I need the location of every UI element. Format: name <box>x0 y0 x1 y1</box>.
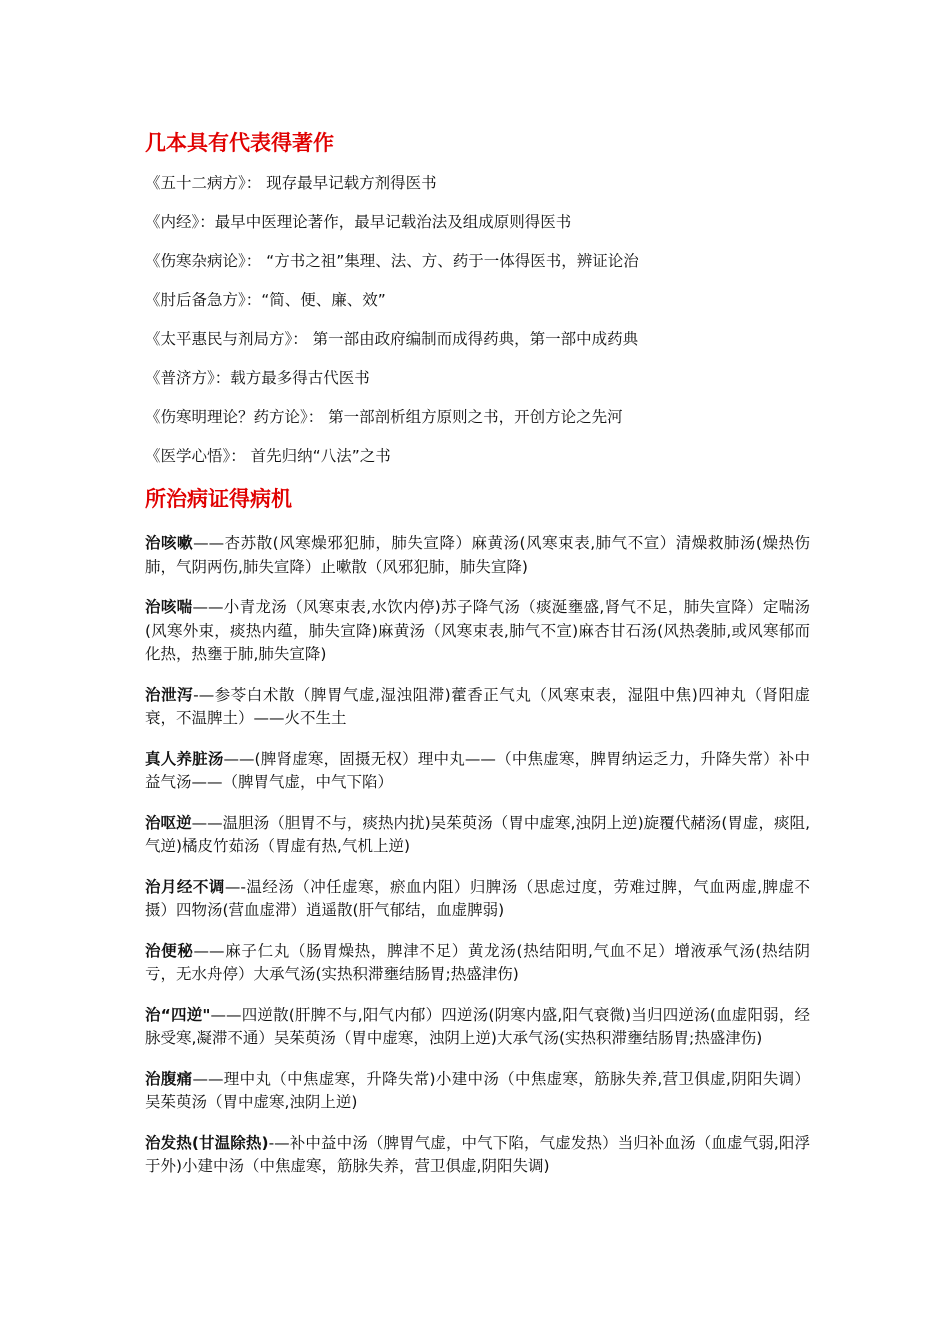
entry-four-reversals <box>145 1004 810 1051</box>
entry-text: ——(脾肾虚寒，固摄无权）理中丸——（中焦虚寒，脾胃纳运乏力，升降失常）补中益气汤——（脾胃气虚，中气下陷） <box>145 749 810 791</box>
entry-zhenren <box>145 748 810 795</box>
book-list <box>145 172 810 467</box>
entry-text: ——杏苏散(风寒燥邪犯肺，肺失宣降）麻黄汤(风寒束表,肺气不宣）清燥救肺汤(燥热伤肺，气阴两伤,肺失宣降）止嗽散（风邪犯肺，肺失宣降) <box>145 534 810 576</box>
entry-label: 真人养脏汤 <box>145 749 224 768</box>
entry-diarrhea <box>145 684 810 731</box>
entry-fever <box>145 1132 810 1179</box>
entry-label: 治月经不调 <box>145 877 225 896</box>
entry-label: 治呕逆 <box>145 813 192 832</box>
entry-text: ——四逆散(肝脾不与,阳气内郁）四逆汤(阴寒内盛,阳气衰微)当归四逆汤(血虚阳弱，经脉受寒,凝滞不通）吴茱萸汤（胃中虚寒，浊阴上逆)大承气汤(实热积滞壅结肠胃;热盛津伤) <box>145 1005 811 1047</box>
entry-text: ——小青龙汤（风寒束表,水饮内停)苏子降气汤（痰涎壅盛,肾气不足，肺失宣降）定喘汤(风寒外束，痰热内蕴，肺失宣降)麻黄汤（风寒束表,肺气不宣)麻杏甘石汤(风热袭肺,或风寒郁而化热，热壅于肺,肺失宣降) <box>145 598 810 663</box>
book-item: 《普济方》：载方最多得古代医书 <box>145 369 370 387</box>
document-page <box>145 128 810 1196</box>
entry-text: ——温胆汤（胆胃不与，痰热内扰)吴茱萸汤（胃中虚寒,浊阴上逆)旋覆代赭汤(胃虚，痰阻,气逆)橘皮竹茹汤（胃虚有热,气机上逆) <box>145 813 810 855</box>
entry-label: 治“四逆" <box>145 1005 211 1024</box>
book-item: 《五十二病方》： 现存最早记载方剂得医书 <box>145 174 437 192</box>
entry-label: 治咳嗽 <box>145 534 194 552</box>
entry-text: -—参苓白术散（脾胃气虚,湿浊阻滞)藿香正气丸（风寒束表，湿阻中焦)四神丸（肾阳虚衰，不温脾土）——火不生土 <box>145 685 810 727</box>
section-title-pathogenesis: 所治病证得病机 <box>145 487 292 511</box>
entry-asthma <box>145 596 810 667</box>
entry-text: ——理中丸（中焦虚寒，升降失常)小建中汤（中焦虚寒，筋脉失养,营卫俱虚,阴阳失调）吴茱萸汤（胃中虚寒,浊阴上逆) <box>145 1069 810 1111</box>
entry-text: -—补中益中汤（脾胃气虚，中气下陷，气虚发热）当归补血汤（血虚气弱,阳浮于外)小建中汤（中焦虚寒，筋脉失养，营卫俱虚,阴阳失调) <box>145 1133 810 1175</box>
book-item: 《伤寒明理论？药方论》： 第一部剖析组方原则之书，开创方论之先河 <box>145 408 623 426</box>
entry-vomiting <box>145 812 810 859</box>
entry-abdominal-pain <box>145 1068 810 1115</box>
entry-constipation <box>145 940 810 987</box>
entry-menstruation <box>145 876 810 923</box>
book-item: 《太平惠民与剂局方》： 第一部由政府编制而成得药典，第一部中成药典 <box>145 330 639 348</box>
book-item: 《肘后备急方》：“简、便、廉、效” <box>145 291 386 309</box>
book-item: 《医学心悟》： 首先归纳“八法”之书 <box>145 447 391 465</box>
book-item: 《内经》：最早中医理论著作，最早记载治法及组成原则得医书 <box>145 213 572 231</box>
entry-label: 治发热(甘温除热) <box>145 1133 269 1152</box>
entry-text: ——麻子仁丸（肠胃燥热，脾津不足）黄龙汤(热结阳明,气血不足）增液承气汤(热结阴亏，无水舟停）大承气汤(实热积滞壅结肠胃;热盛津伤) <box>145 941 810 983</box>
entry-label: 治腹痛 <box>145 1069 193 1088</box>
entry-cough <box>145 532 810 579</box>
entry-label: 治泄泻 <box>145 685 194 704</box>
entry-text: —-温经汤（冲任虚寒，瘀血内阻）归脾汤（思虑过度，劳难过脾，气血两虚,脾虚不摄）四物汤(营血虚滞）逍遥散(肝气郁结，血虚脾弱) <box>145 877 810 919</box>
entry-list <box>145 532 810 1179</box>
entry-label: 治便秘 <box>145 941 194 960</box>
entry-label: 治咳喘 <box>145 598 193 616</box>
section-title-works: 几本具有代表得著作 <box>145 131 334 155</box>
book-item: 《伤寒杂病论》： “方书之祖”集理、法、方、药于一体得医书，辨证论治 <box>145 252 639 270</box>
